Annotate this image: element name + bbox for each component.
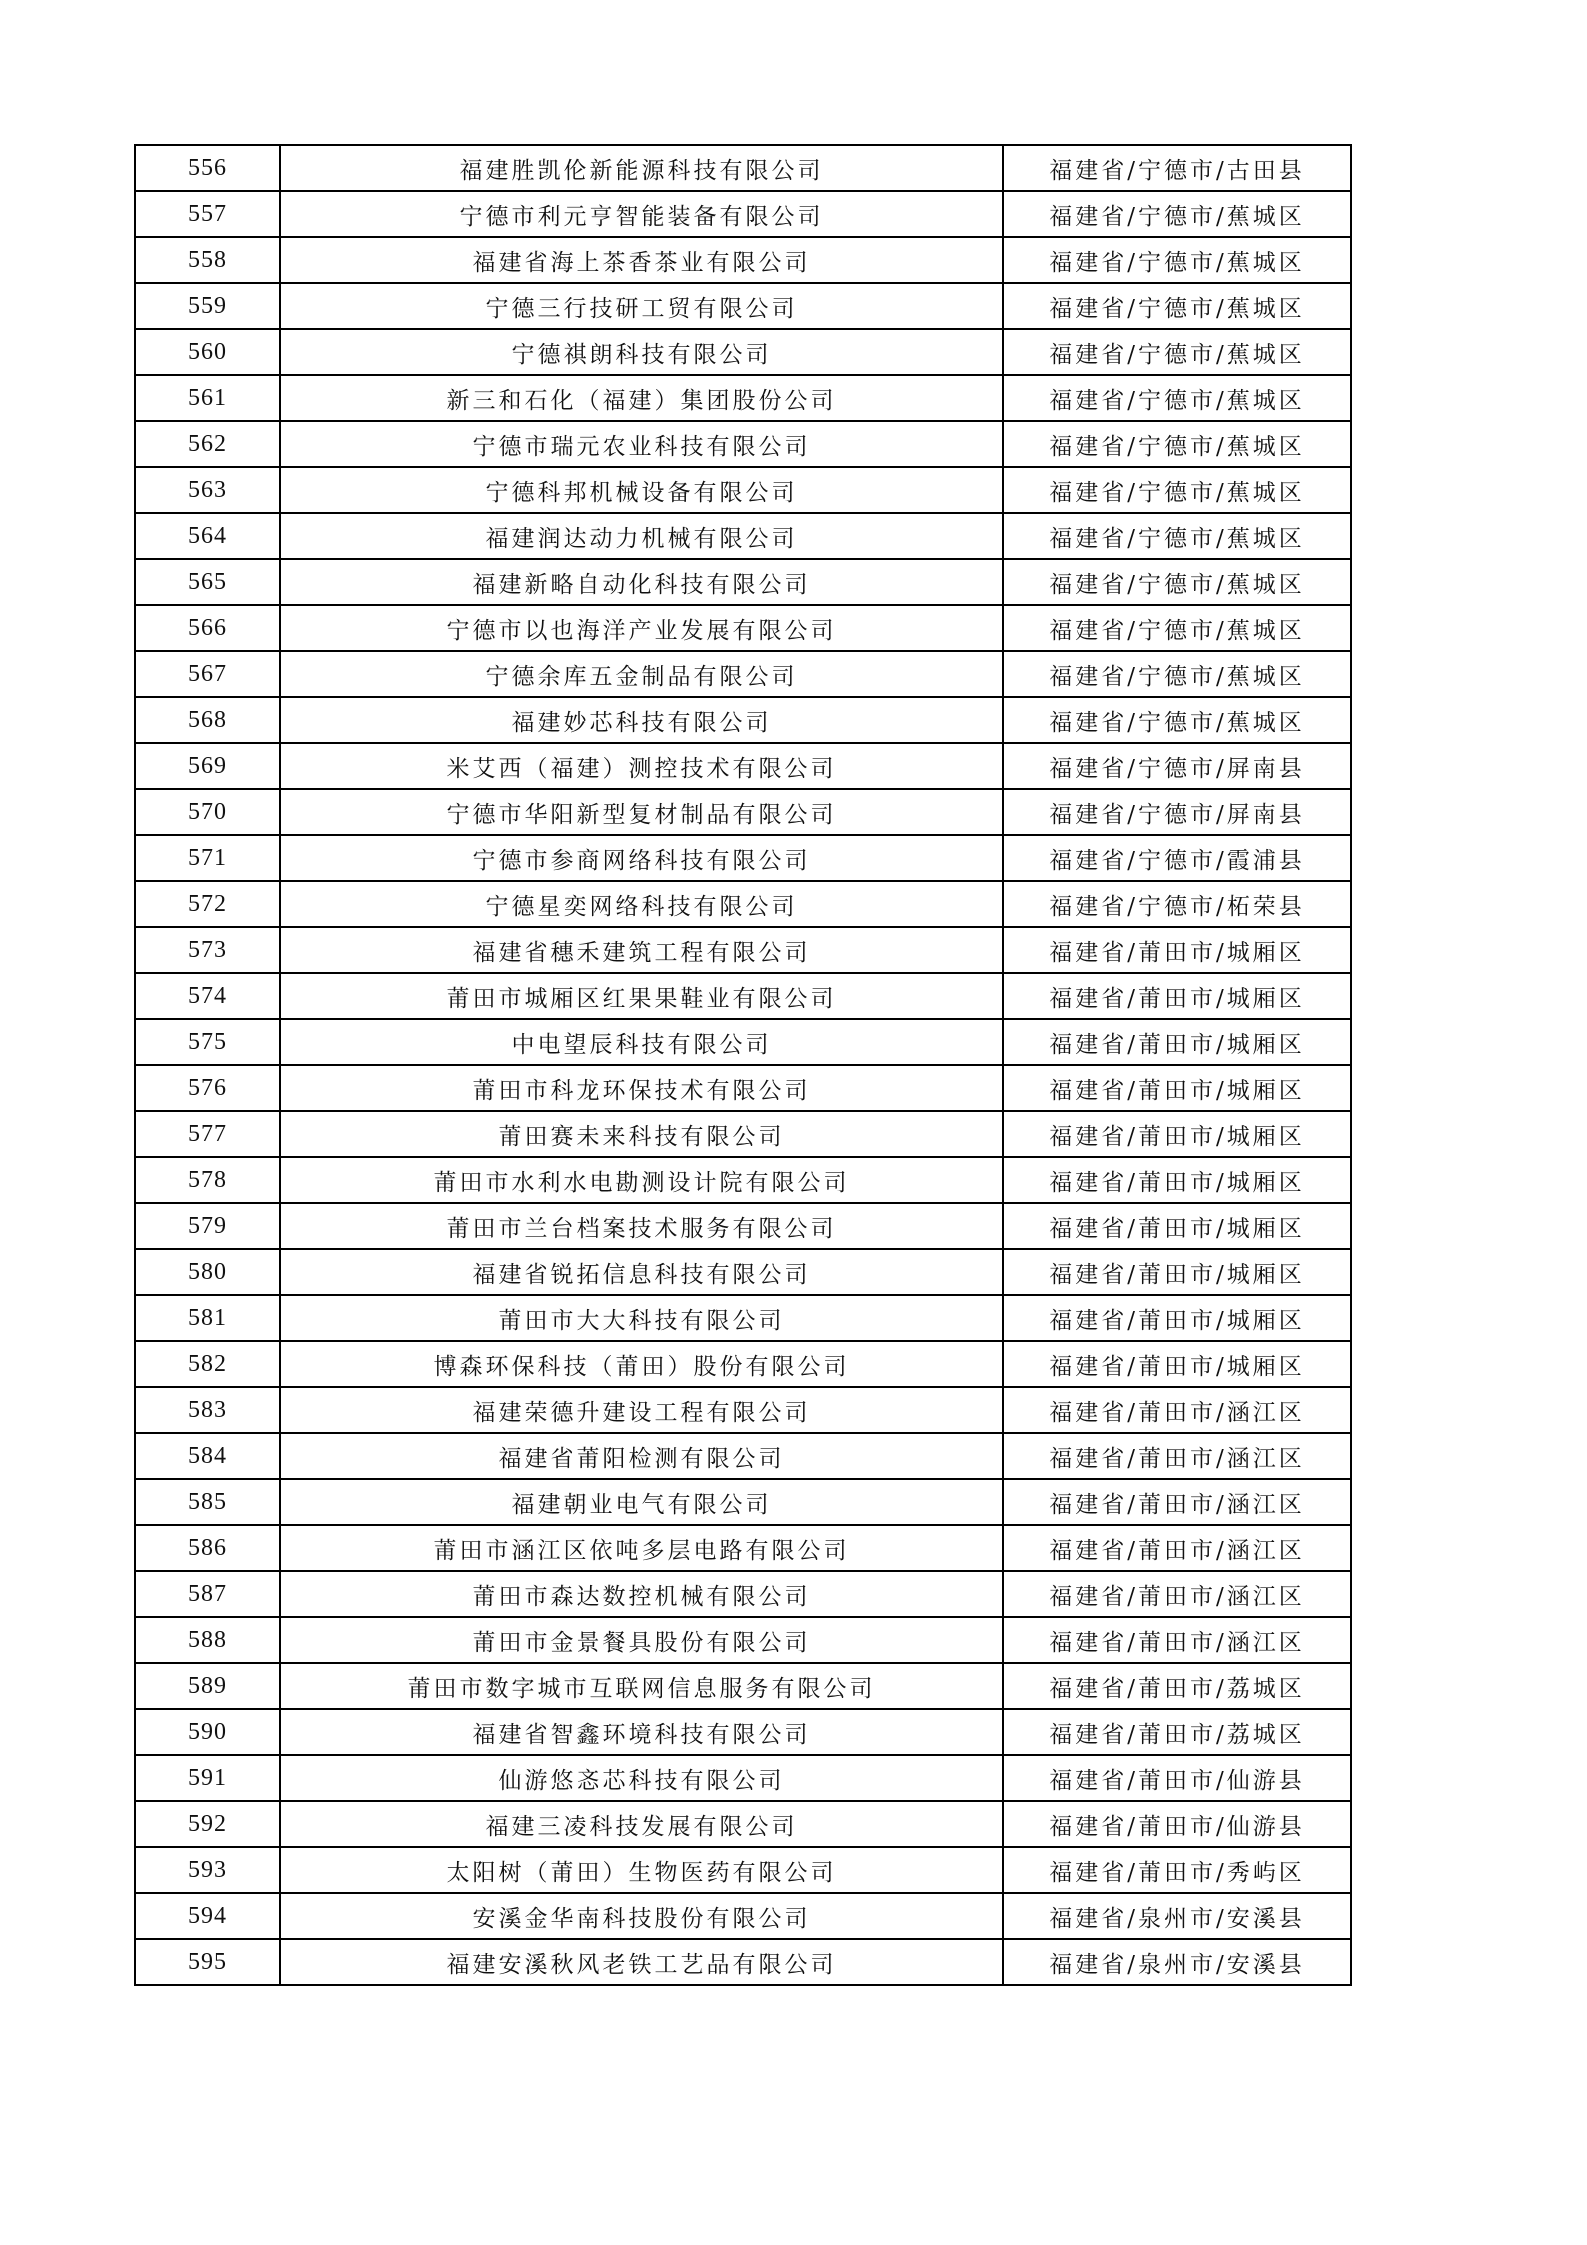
- table-row: [135, 145, 1351, 191]
- region-cell: 福建省/宁德市/蕉城区: [1003, 283, 1351, 329]
- region-cell: 福建省/宁德市/蕉城区: [1003, 237, 1351, 283]
- row-number-cell: 594: [135, 1893, 280, 1939]
- region-cell: 福建省/宁德市/柘荣县: [1003, 881, 1351, 927]
- table-row: [135, 1893, 1351, 1939]
- region-cell: 福建省/莆田市/城厢区: [1003, 1203, 1351, 1249]
- table-row: [135, 651, 1351, 697]
- row-number-cell: 590: [135, 1709, 280, 1755]
- region-cell: 福建省/莆田市/涵江区: [1003, 1387, 1351, 1433]
- company-name-cell: 宁德科邦机械设备有限公司: [280, 467, 1003, 513]
- region-cell: 福建省/莆田市/涵江区: [1003, 1525, 1351, 1571]
- company-name-cell: 宁德祺朗科技有限公司: [280, 329, 1003, 375]
- row-number-cell: 557: [135, 191, 280, 237]
- table-row: [135, 1249, 1351, 1295]
- table-row: [135, 789, 1351, 835]
- region-cell: 福建省/莆田市/城厢区: [1003, 1157, 1351, 1203]
- company-name-cell: 福建省智鑫环境科技有限公司: [280, 1709, 1003, 1755]
- company-name-cell: 新三和石化（福建）集团股份公司: [280, 375, 1003, 421]
- row-number-cell: 582: [135, 1341, 280, 1387]
- company-name-cell: 米艾西（福建）测控技术有限公司: [280, 743, 1003, 789]
- company-name-cell: 福建朝业电气有限公司: [280, 1479, 1003, 1525]
- company-name-cell: 宁德市瑞元农业科技有限公司: [280, 421, 1003, 467]
- region-cell: 福建省/宁德市/霞浦县: [1003, 835, 1351, 881]
- company-name-cell: 宁德三行技研工贸有限公司: [280, 283, 1003, 329]
- row-number-cell: 566: [135, 605, 280, 651]
- row-number-cell: 567: [135, 651, 280, 697]
- table-row: [135, 1617, 1351, 1663]
- table-row: [135, 1525, 1351, 1571]
- region-cell: 福建省/宁德市/屏南县: [1003, 789, 1351, 835]
- region-cell: 福建省/莆田市/仙游县: [1003, 1801, 1351, 1847]
- company-name-cell: 宁德市利元亨智能装备有限公司: [280, 191, 1003, 237]
- region-cell: 福建省/宁德市/屏南县: [1003, 743, 1351, 789]
- table-row: [135, 697, 1351, 743]
- company-name-cell: 宁德余库五金制品有限公司: [280, 651, 1003, 697]
- region-cell: 福建省/宁德市/蕉城区: [1003, 697, 1351, 743]
- company-name-cell: 福建三凌科技发展有限公司: [280, 1801, 1003, 1847]
- region-cell: 福建省/莆田市/城厢区: [1003, 1295, 1351, 1341]
- table-row: [135, 513, 1351, 559]
- table-row: [135, 881, 1351, 927]
- company-name-cell: 宁德市参商网络科技有限公司: [280, 835, 1003, 881]
- region-cell: 福建省/泉州市/安溪县: [1003, 1893, 1351, 1939]
- region-cell: 福建省/泉州市/安溪县: [1003, 1939, 1351, 1985]
- region-cell: 福建省/莆田市/涵江区: [1003, 1479, 1351, 1525]
- company-name-cell: 福建胜凯伦新能源科技有限公司: [280, 145, 1003, 191]
- table-row: [135, 835, 1351, 881]
- row-number-cell: 585: [135, 1479, 280, 1525]
- row-number-cell: 587: [135, 1571, 280, 1617]
- region-cell: 福建省/宁德市/蕉城区: [1003, 605, 1351, 651]
- region-cell: 福建省/宁德市/蕉城区: [1003, 191, 1351, 237]
- company-name-cell: 莆田市数字城市互联网信息服务有限公司: [280, 1663, 1003, 1709]
- row-number-cell: 558: [135, 237, 280, 283]
- company-name-cell: 福建省锐拓信息科技有限公司: [280, 1249, 1003, 1295]
- region-cell: 福建省/宁德市/蕉城区: [1003, 513, 1351, 559]
- table-row: [135, 1065, 1351, 1111]
- table-row: [135, 1387, 1351, 1433]
- company-name-cell: 太阳树（莆田）生物医药有限公司: [280, 1847, 1003, 1893]
- row-number-cell: 591: [135, 1755, 280, 1801]
- region-cell: 福建省/莆田市/涵江区: [1003, 1617, 1351, 1663]
- region-cell: 福建省/宁德市/蕉城区: [1003, 651, 1351, 697]
- table-row: [135, 1847, 1351, 1893]
- region-cell: 福建省/莆田市/荔城区: [1003, 1663, 1351, 1709]
- row-number-cell: 559: [135, 283, 280, 329]
- row-number-cell: 586: [135, 1525, 280, 1571]
- row-number-cell: 576: [135, 1065, 280, 1111]
- company-name-cell: 福建安溪秋风老铁工艺品有限公司: [280, 1939, 1003, 1985]
- region-cell: 福建省/莆田市/秀屿区: [1003, 1847, 1351, 1893]
- region-cell: 福建省/莆田市/城厢区: [1003, 1341, 1351, 1387]
- table-row: [135, 237, 1351, 283]
- region-cell: 福建省/宁德市/蕉城区: [1003, 421, 1351, 467]
- company-name-cell: 福建省穗禾建筑工程有限公司: [280, 927, 1003, 973]
- company-name-cell: 莆田市城厢区红果果鞋业有限公司: [280, 973, 1003, 1019]
- row-number-cell: 561: [135, 375, 280, 421]
- row-number-cell: 568: [135, 697, 280, 743]
- row-number-cell: 570: [135, 789, 280, 835]
- company-name-cell: 博森环保科技（莆田）股份有限公司: [280, 1341, 1003, 1387]
- company-name-cell: 福建省海上茶香茶业有限公司: [280, 237, 1003, 283]
- row-number-cell: 573: [135, 927, 280, 973]
- company-name-cell: 莆田市金景餐具股份有限公司: [280, 1617, 1003, 1663]
- row-number-cell: 572: [135, 881, 280, 927]
- table-row: [135, 1019, 1351, 1065]
- row-number-cell: 575: [135, 1019, 280, 1065]
- table-row: [135, 559, 1351, 605]
- region-cell: 福建省/莆田市/城厢区: [1003, 973, 1351, 1019]
- row-number-cell: 588: [135, 1617, 280, 1663]
- row-number-cell: 565: [135, 559, 280, 605]
- table-row: [135, 973, 1351, 1019]
- table-row: [135, 1755, 1351, 1801]
- company-name-cell: 福建新略自动化科技有限公司: [280, 559, 1003, 605]
- company-name-cell: 莆田市科龙环保技术有限公司: [280, 1065, 1003, 1111]
- table-row: [135, 743, 1351, 789]
- table-row: [135, 283, 1351, 329]
- company-name-cell: 福建省莆阳检测有限公司: [280, 1433, 1003, 1479]
- row-number-cell: 592: [135, 1801, 280, 1847]
- row-number-cell: 580: [135, 1249, 280, 1295]
- table-row: [135, 191, 1351, 237]
- row-number-cell: 579: [135, 1203, 280, 1249]
- table-row: [135, 329, 1351, 375]
- row-number-cell: 569: [135, 743, 280, 789]
- row-number-cell: 560: [135, 329, 280, 375]
- region-cell: 福建省/宁德市/蕉城区: [1003, 559, 1351, 605]
- table-row: [135, 1571, 1351, 1617]
- table-row: [135, 1157, 1351, 1203]
- company-name-cell: 安溪金华南科技股份有限公司: [280, 1893, 1003, 1939]
- company-name-cell: 仙游悠忞芯科技有限公司: [280, 1755, 1003, 1801]
- region-cell: 福建省/莆田市/城厢区: [1003, 927, 1351, 973]
- row-number-cell: 556: [135, 145, 280, 191]
- table-row: [135, 1801, 1351, 1847]
- company-name-cell: 宁德市华阳新型复材制品有限公司: [280, 789, 1003, 835]
- row-number-cell: 583: [135, 1387, 280, 1433]
- row-number-cell: 593: [135, 1847, 280, 1893]
- table-row: [135, 1939, 1351, 1985]
- region-cell: 福建省/莆田市/城厢区: [1003, 1249, 1351, 1295]
- table-row: [135, 467, 1351, 513]
- table-row: [135, 1479, 1351, 1525]
- region-cell: 福建省/宁德市/蕉城区: [1003, 467, 1351, 513]
- row-number-cell: 563: [135, 467, 280, 513]
- table-row: [135, 605, 1351, 651]
- table-row: [135, 375, 1351, 421]
- region-cell: 福建省/莆田市/荔城区: [1003, 1709, 1351, 1755]
- table-row: [135, 1295, 1351, 1341]
- company-name-cell: 莆田市大大科技有限公司: [280, 1295, 1003, 1341]
- company-name-cell: 莆田市森达数控机械有限公司: [280, 1571, 1003, 1617]
- row-number-cell: 595: [135, 1939, 280, 1985]
- company-name-cell: 莆田市水利水电勘测设计院有限公司: [280, 1157, 1003, 1203]
- region-cell: 福建省/莆田市/仙游县: [1003, 1755, 1351, 1801]
- row-number-cell: 571: [135, 835, 280, 881]
- company-name-cell: 中电望辰科技有限公司: [280, 1019, 1003, 1065]
- table-row: [135, 1709, 1351, 1755]
- row-number-cell: 581: [135, 1295, 280, 1341]
- company-name-cell: 福建妙芯科技有限公司: [280, 697, 1003, 743]
- company-name-cell: 莆田市涵江区依吨多层电路有限公司: [280, 1525, 1003, 1571]
- region-cell: 福建省/莆田市/涵江区: [1003, 1571, 1351, 1617]
- company-table: [134, 144, 1352, 1986]
- company-name-cell: 莆田赛未来科技有限公司: [280, 1111, 1003, 1157]
- table-row: [135, 1203, 1351, 1249]
- region-cell: 福建省/宁德市/蕉城区: [1003, 329, 1351, 375]
- company-name-cell: 莆田市兰台档案技术服务有限公司: [280, 1203, 1003, 1249]
- row-number-cell: 564: [135, 513, 280, 559]
- row-number-cell: 577: [135, 1111, 280, 1157]
- table-row: [135, 421, 1351, 467]
- row-number-cell: 578: [135, 1157, 280, 1203]
- region-cell: 福建省/莆田市/城厢区: [1003, 1065, 1351, 1111]
- row-number-cell: 589: [135, 1663, 280, 1709]
- row-number-cell: 584: [135, 1433, 280, 1479]
- table-row: [135, 1111, 1351, 1157]
- table-body: [135, 145, 1351, 1985]
- region-cell: 福建省/莆田市/涵江区: [1003, 1433, 1351, 1479]
- company-name-cell: 宁德市以也海洋产业发展有限公司: [280, 605, 1003, 651]
- company-name-cell: 福建润达动力机械有限公司: [280, 513, 1003, 559]
- table-row: [135, 1663, 1351, 1709]
- row-number-cell: 574: [135, 973, 280, 1019]
- row-number-cell: 562: [135, 421, 280, 467]
- company-name-cell: 宁德星奕网络科技有限公司: [280, 881, 1003, 927]
- table-row: [135, 1433, 1351, 1479]
- company-name-cell: 福建荣德升建设工程有限公司: [280, 1387, 1003, 1433]
- table-row: [135, 927, 1351, 973]
- region-cell: 福建省/莆田市/城厢区: [1003, 1111, 1351, 1157]
- region-cell: 福建省/莆田市/城厢区: [1003, 1019, 1351, 1065]
- table-row: [135, 1341, 1351, 1387]
- region-cell: 福建省/宁德市/蕉城区: [1003, 375, 1351, 421]
- region-cell: 福建省/宁德市/古田县: [1003, 145, 1351, 191]
